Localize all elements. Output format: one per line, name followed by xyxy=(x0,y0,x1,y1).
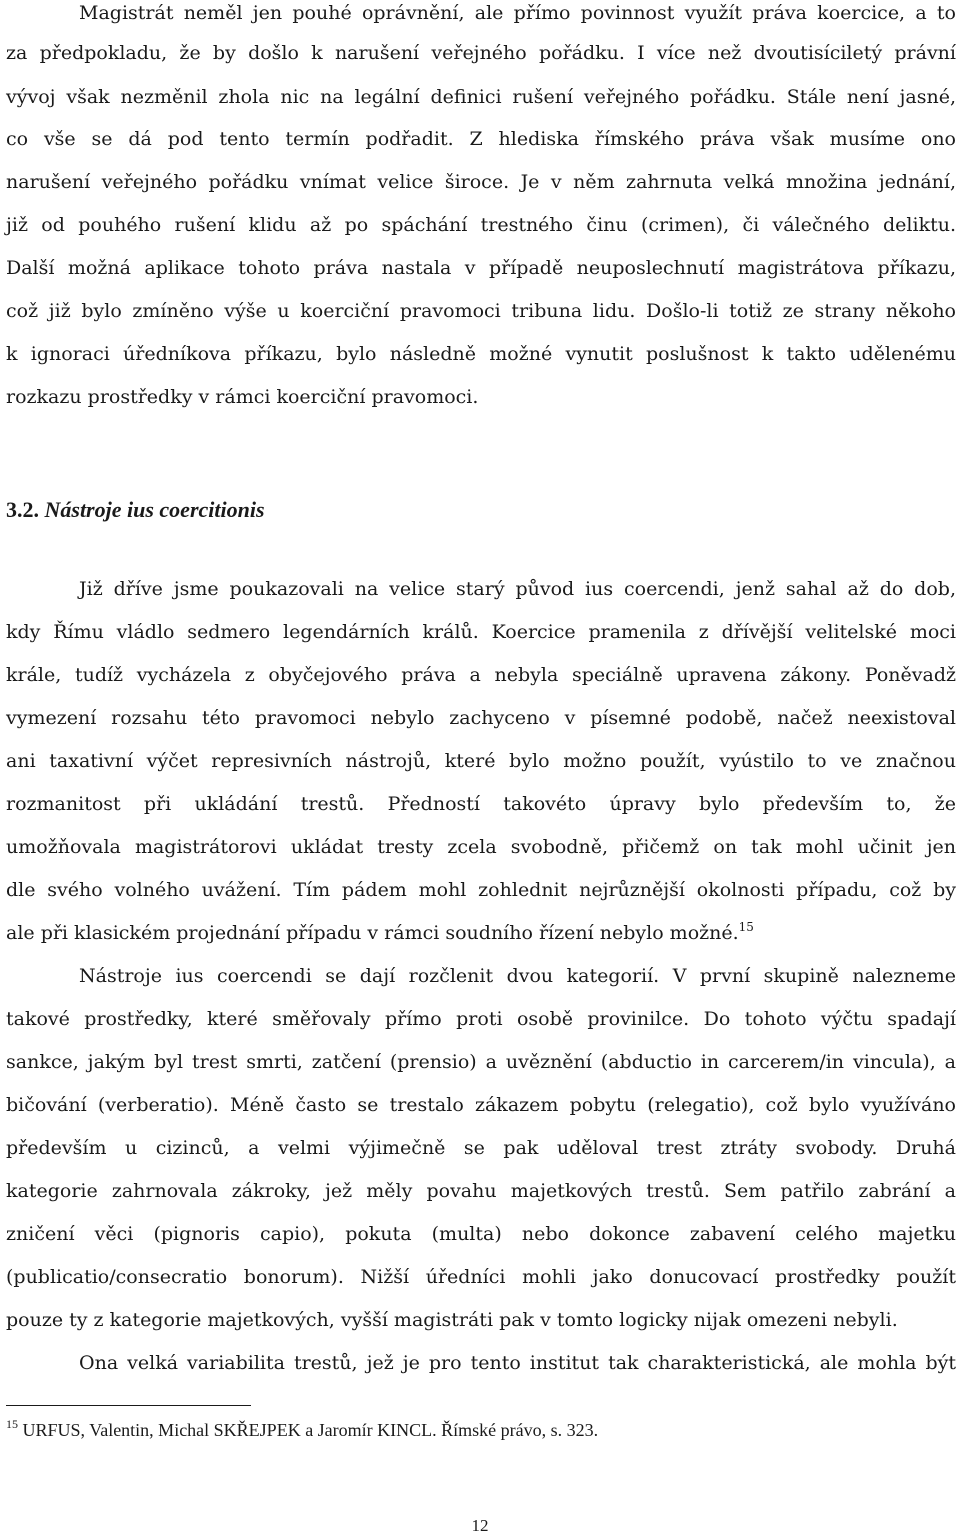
page-number: 12 xyxy=(471,1516,489,1535)
text-line-content: ale při klasickém projednání případu v rámci soudního řízení nebylo možné. xyxy=(6,922,739,944)
text-line: umožňovala magistrátorovi ukládat tresty zcela svobodně, přičemž on tak mohl učinit jen xyxy=(6,836,956,858)
text-line xyxy=(6,920,956,946)
text-line: k ignoraci úředníkova příkazu, bylo následně možné vynutit poslušnost k takto udělenému xyxy=(6,343,956,365)
section-number: 3.2. xyxy=(6,497,39,522)
text-line: především u cizinců, a velmi výjimečně se pak uděloval trest ztráty svobody. Druhá xyxy=(6,1137,956,1159)
text-line: zničení věci (pignoris capio), pokuta (multa) nebo dokonce zabavení celého majetku xyxy=(6,1223,956,1245)
text-line: kategorie zahrnovala zákroky, jež měly povahu majetkových trestů. Sem patřilo zabrání a xyxy=(6,1180,956,1202)
text-line: (publicatio/consecratio bonorum). Nižší úředníci mohli jako donucovací prostředky použít xyxy=(6,1266,956,1288)
footnote-number: 15 xyxy=(6,1417,18,1431)
text-line: co vše se dá pod tento termín podřadit. Z hlediska římského práva však musíme ono xyxy=(6,128,956,150)
text-line: ani taxativní výčet represivních nástrojů, které bylo možno použít, vyústilo to ve značnou xyxy=(6,750,956,772)
text-line: již od pouhého rušení klidu až po spáchání trestného činu (crimen), či válečného deliktu. xyxy=(6,214,956,236)
footnote xyxy=(6,1418,598,1442)
text-line: takové prostředky, které směřovaly přímo proti osobě provinilce. Do tohoto výčtu spadají xyxy=(6,1008,956,1030)
text-line: dle svého volného uvážení. Tím pádem mohl zohlednit nejrůznější okolnosti případu, což by xyxy=(6,879,956,901)
text-line: bičování (verberatio). Méně často se trestalo zákazem pobytu (relegatio), což bylo využíváno xyxy=(6,1094,956,1116)
text-line: narušení veřejného pořádku vnímat velice široce. Je v něm zahrnuta velká množina jednání, xyxy=(6,171,956,193)
text-line: vývoj však nezměnil zhola nic na legální definici rušení veřejného pořádku. Stále není jasné, xyxy=(6,86,956,108)
text-line: vymezení rozsahu této pravomoci nebylo zachyceno v písemné podobě, načež neexistoval xyxy=(6,707,956,729)
section-title: Nástroje ius coercitionis xyxy=(44,497,265,522)
footnote-text: URFUS, Valentin, Michal SKŘEJPEK a Jaromír KINCL. Římské právo, s. 323. xyxy=(22,1420,599,1440)
text-line: sankce, jakým byl trest smrti, zatčení (prensio) a uvěznění (abductio in carcerem/in vincula), a xyxy=(6,1051,956,1073)
text-line: což již bylo zmíněno výše u koerciční pravomoci tribuna lidu. Došlo-li totiž ze strany někoho xyxy=(6,300,956,322)
text-line: Magistrát neměl jen pouhé oprávnění, ale přímo povinnost využít práva koercice, a to xyxy=(79,2,956,24)
text-line: pouze ty z kategorie majetkových, vyšší magistráti pak v tomto logicky nijak omezeni nebyli. xyxy=(6,1309,898,1331)
footnote-reference[interactable]: 15 xyxy=(738,920,754,934)
section-heading xyxy=(6,496,265,524)
text-line: Další možná aplikace tohoto práva nastala v případě neuposlechnutí magistrátova příkazu, xyxy=(6,257,956,279)
footnote-divider xyxy=(6,1405,251,1406)
text-line: krále, tudíž vycházela z obyčejového práva a nebyla speciálně upravena zákony. Poněvadž xyxy=(6,664,956,686)
text-line: rozmanitost při ukládání trestů. Předností takovéto úpravy bylo především to, že xyxy=(6,793,956,815)
text-line: Již dříve jsme poukazovali na velice starý původ ius coercendi, jenž sahal až do dob, xyxy=(79,578,956,600)
text-line: Nástroje ius coercendi se dají rozčlenit dvou kategorií. V první skupině nalezneme xyxy=(79,965,956,987)
text-line: Ona velká variabilita trestů, jež je pro tento institut tak charakteristická, ale mohla být xyxy=(79,1352,956,1374)
text-line: za předpokladu, že by došlo k narušení veřejného pořádku. I více než dvoutisíciletý právní xyxy=(6,42,956,64)
text-line: rozkazu prostředky v rámci koerciční pravomoci. xyxy=(6,386,479,408)
text-line: kdy Římu vládlo sedmero legendárních králů. Koercice pramenila z dřívější velitelské moci xyxy=(6,621,956,643)
